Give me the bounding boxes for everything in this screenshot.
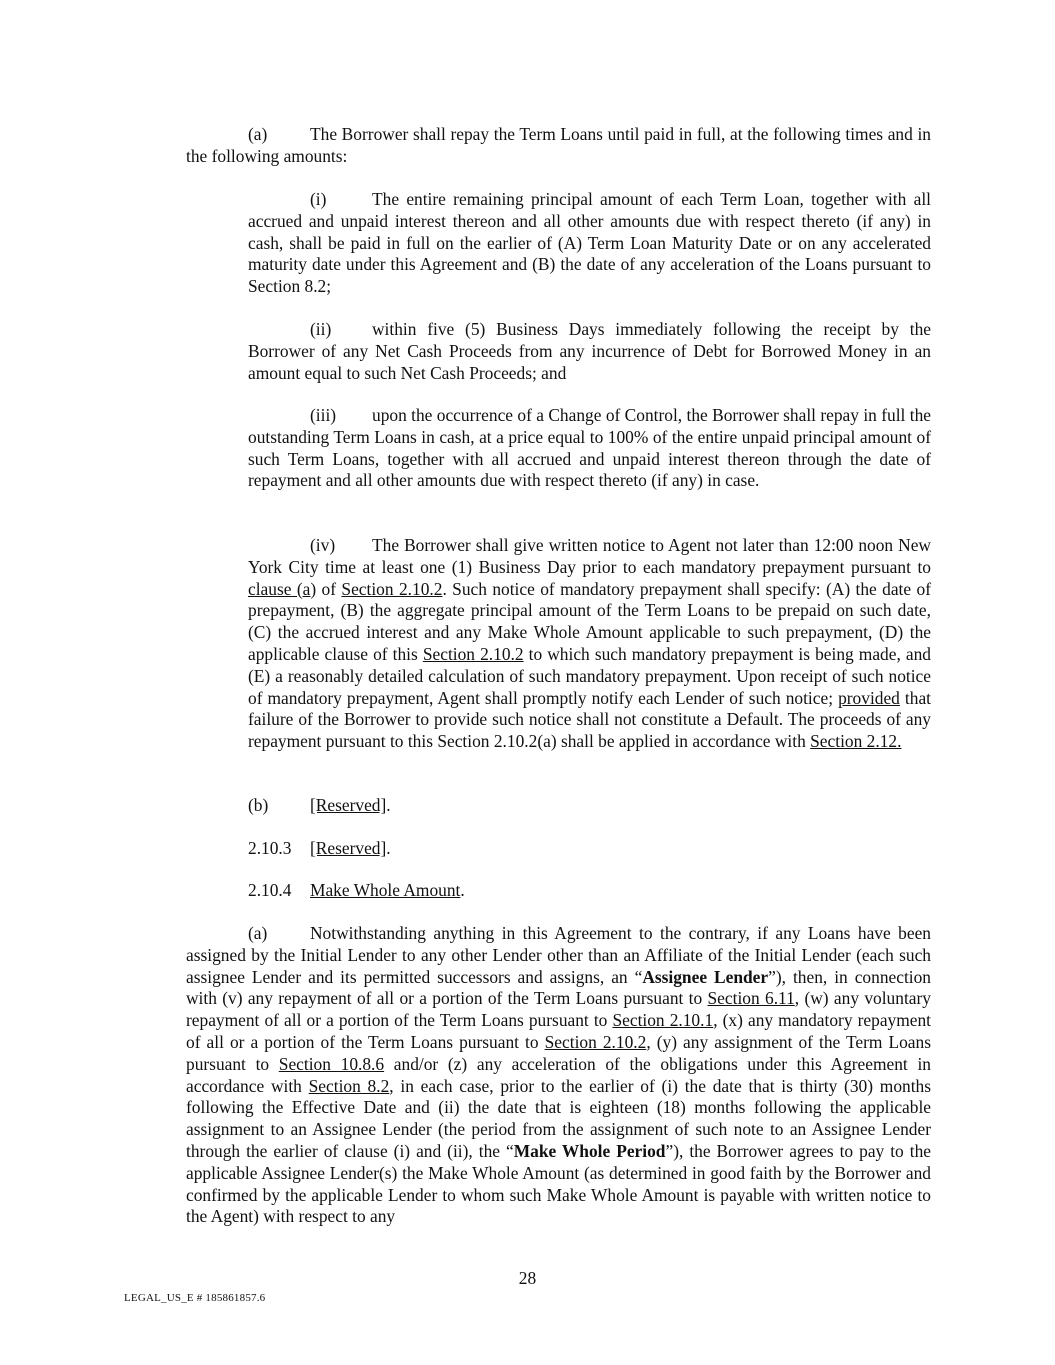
section-6-11-link[interactable]: Section 6.11: [707, 988, 795, 1009]
paragraph-iv-text-3: . Such notice of mandatory prepayment shall specify: (A) the date of prepayment, (B) the aggregate principal amount of the Term Loans to be prepaid on such date, (C) the accrued interest and any Make Whole Amount applicable to such prepayment, (D) the applicable clause of this: [248, 578, 931, 664]
section-2-10-1-link[interactable]: Section 2.10.1: [612, 1010, 714, 1031]
paragraph-a2-text-8: ”), the Borrower agrees to pay to the applicable Assignee Lender(s) the Make Whole Amount (as determined in good faith by the Borrower and confirmed by the applicable Lender to whom such Make Whole Amount is payable with written notice to the Agent) with respect to any: [186, 1140, 931, 1227]
paragraph-ii-label: (ii): [310, 319, 332, 339]
paragraph-a2-text-5: , (y) any assignment of the Term Loans pursuant to: [186, 1031, 931, 1074]
paragraph-i-label: (i): [310, 189, 327, 209]
provided-term: provided: [838, 687, 900, 708]
section-8-2-link[interactable]: Section 8.2: [308, 1075, 390, 1096]
paragraph-a: [186, 124, 931, 168]
paragraph-iv-text-1: The Borrower shall give written notice to Agent not later than 12:00 noon New York City time at least one (1) Business Day prior to each mandatory prepayment pursuant to: [248, 535, 931, 577]
paragraph-iv-text-4: to which such mandatory prepayment is being made, and (E) a reasonably detailed calculation of such mandatory prepayment. Upon receipt of such notice of mandatory prepayment, Agent shall promptly notify each Lender of such notice;: [248, 643, 931, 708]
paragraph-a-text: The Borrower shall repay the Term Loans until paid in full, at the following times and in the following amounts:: [186, 124, 931, 166]
document-id: LEGAL_US_E # 185861857.6: [124, 1292, 266, 1304]
section-10-8-6-link[interactable]: Section 10.8.6: [278, 1053, 385, 1074]
paragraph-b-label: (b): [248, 795, 269, 815]
section-2-10-3: [248, 838, 931, 860]
paragraph-iv-label: (iv): [310, 535, 336, 555]
paragraph-a2-text-2: ”), then, in connection with (v) any repayment of all or a portion of the Term Loans pursuant to: [186, 966, 932, 1009]
paragraph-iv: [248, 535, 931, 753]
section-2-10-2-link-3[interactable]: Section 2.10.2: [544, 1031, 647, 1052]
paragraph-a2-text-7: , in each case, prior to the earlier of (i) the date that is thirty (30) months following the Effective Date and (ii) the date that is eighteen (18) months following the applicable assignment to an Assignee Lender (the period from the assignment of such note to an Assignee Lender through the earlier of clause (i) and (ii), the “: [186, 1075, 932, 1161]
section-2-10-4-label: 2.10.4: [248, 880, 292, 900]
section-2-10-3-period: .: [386, 838, 391, 858]
section-2-10-4-period: .: [460, 880, 465, 900]
paragraph-a2-text-1: Notwithstanding anything in this Agreement to the contrary, if any Loans have been assigned by the Initial Lender to any other Lender other than an Affiliate of the Initial Lender (each such assignee Lender and its permitted successors and assigns, an “: [186, 923, 931, 987]
paragraph-b-reserved: [Reserved]: [310, 795, 387, 815]
paragraph-iii-label: (iii): [310, 405, 337, 425]
paragraph-i: [248, 189, 931, 298]
paragraph-a2-text-3: , (w) any voluntary repayment of all or a portion of the Term Loans pursuant to: [186, 988, 931, 1031]
section-2-10-2-link[interactable]: Section 2.10.2: [341, 578, 443, 599]
paragraph-a2-label: (a): [248, 923, 268, 943]
make-whole-period-term: Make Whole Period: [513, 1140, 666, 1161]
paragraph-ii: [248, 319, 931, 384]
paragraph-iv-text-5: that failure of the Borrower to provide such notice shall not constitute a Default. The proceeds of any repayment pursuant to this Section 2.10.2(a) shall be applied in accordance with: [248, 687, 931, 752]
paragraph-a-make-whole: [186, 923, 931, 1228]
paragraph-iii-text: upon the occurrence of a Change of Control, the Borrower shall repay in full the outstanding Term Loans in cash, at a price equal to 100% of the entire unpaid principal amount of such Term Loans, together with all accrued and unpaid interest thereon through the date of repayment and all other amounts due with respect thereto (if any) in case.: [248, 405, 931, 491]
section-2-10-3-reserved: [Reserved]: [310, 838, 387, 858]
section-2-12-link[interactable]: Section 2.12.: [810, 731, 902, 752]
paragraph-iii: [248, 405, 931, 492]
page-number: 28: [518, 1268, 537, 1288]
paragraph-ii-text: within five (5) Business Days immediately following the receipt by the Borrower of any Net Cash Proceeds from any incurrence of Debt for Borrowed Money in an amount equal to such Net Cash Proceeds; and: [248, 319, 931, 383]
section-2-10-4: [248, 880, 931, 902]
section-2-10-4-title: Make Whole Amount: [310, 880, 461, 900]
assignee-lender-term: Assignee Lender: [642, 966, 769, 987]
paragraph-a2-text-4: , (x) any mandatory repayment of all or a portion of the Term Loans pursuant to: [186, 1010, 932, 1052]
section-2-10-2-link-2[interactable]: Section 2.10.2: [422, 643, 524, 664]
paragraph-a2-text-6: and/or (z) any acceleration of the obligations under this Agreement in accordance with: [186, 1053, 931, 1096]
paragraph-i-text: The entire remaining principal amount of each Term Loan, together with all accrued and unpaid interest thereon and all other amounts due with respect thereto (if any) in cash, shall be paid in full on the earlier of (A) Term Loan Maturity Date or on any accelerated maturity date under this Agreement and (B) the date of any acceleration of the Loans pursuant to Section 8.2;: [248, 189, 931, 297]
paragraph-b: [248, 795, 931, 817]
paragraph-a-label: (a): [248, 124, 268, 144]
section-2-10-3-label: 2.10.3: [248, 838, 292, 858]
clause-a-link[interactable]: clause (a): [248, 578, 317, 599]
paragraph-iv-text-2: of: [316, 578, 342, 599]
paragraph-b-period: .: [386, 795, 391, 815]
